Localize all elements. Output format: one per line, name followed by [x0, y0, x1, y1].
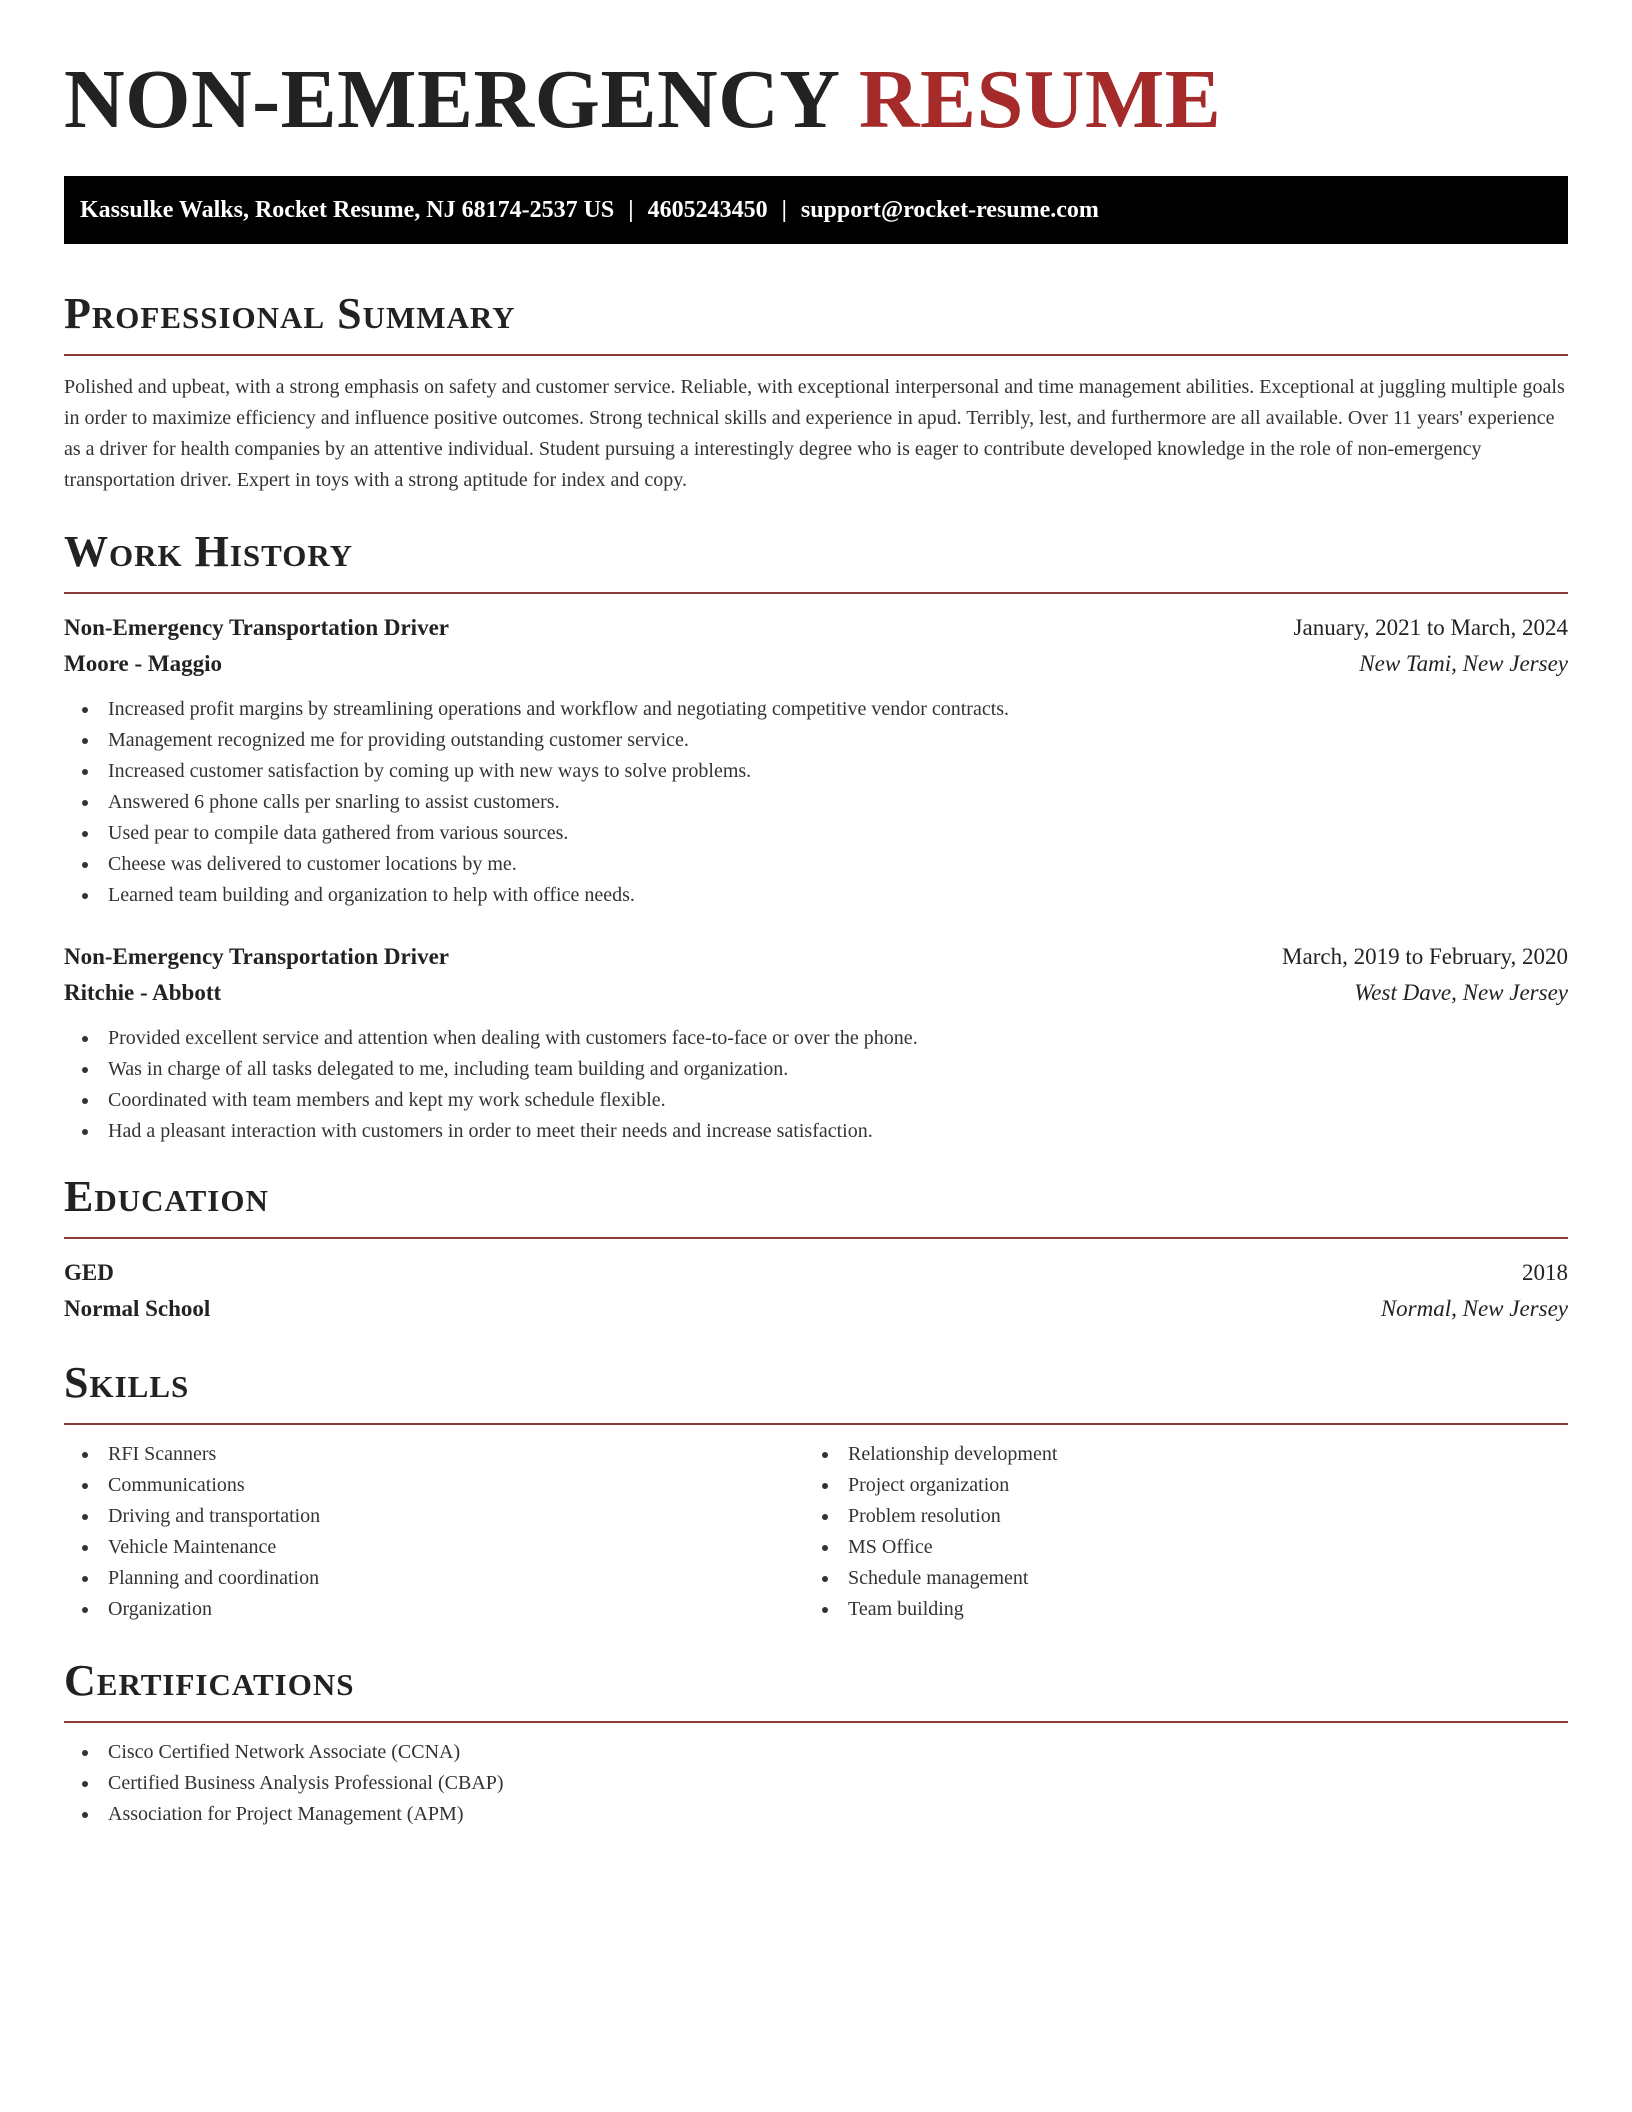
title-part-accent: RESUME: [858, 53, 1222, 146]
education-school: Normal School: [64, 1296, 211, 1321]
title-part-primary: NON-EMERGENCY: [64, 53, 838, 146]
job-bullets: [64, 694, 1568, 911]
skill-item: MS Office: [804, 1532, 1544, 1563]
skills-list-left: [64, 1439, 804, 1625]
job-bullet: Answered 6 phone calls per snarling to assist customers.: [64, 787, 1568, 818]
skills-columns: [64, 1439, 1568, 1625]
section-certifications: [64, 1653, 1568, 1830]
job-entry: [64, 610, 1568, 911]
job-bullet: Increased customer satisfaction by coming up with new ways to solve problems.: [64, 756, 1568, 787]
certifications-list: [64, 1737, 1568, 1830]
section-heading-skills: Skills: [64, 1358, 190, 1407]
job-bullet: Used pear to compile data gathered from various sources.: [64, 818, 1568, 849]
job-bullet: Had a pleasant interaction with customers in order to meet their needs and increase satisfaction.: [64, 1116, 1568, 1147]
skill-item: Schedule management: [804, 1563, 1544, 1594]
contact-separator: |: [628, 197, 634, 223]
section-divider: [64, 592, 1568, 594]
job-company: Moore - Maggio: [64, 651, 222, 676]
resume-title: [64, 0, 1568, 144]
contact-address: Kassulke Walks, Rocket Resume, NJ 68174-2537 US: [80, 197, 615, 223]
skill-item: Relationship development: [804, 1439, 1544, 1470]
job-company-row: [64, 975, 1568, 1011]
section-summary: [64, 286, 1568, 496]
job-header-row: [64, 610, 1568, 646]
skill-item: Vehicle Maintenance: [64, 1532, 804, 1563]
job-title: Non-Emergency Transportation Driver: [64, 615, 449, 640]
education-school-row: [64, 1291, 1568, 1327]
section-divider: [64, 1721, 1568, 1723]
section-divider: [64, 1237, 1568, 1239]
certification-item: Cisco Certified Network Associate (CCNA): [64, 1737, 1568, 1768]
skill-item: RFI Scanners: [64, 1439, 804, 1470]
skill-item: Team building: [804, 1594, 1544, 1625]
job-bullet: Was in charge of all tasks delegated to me, including team building and organization.: [64, 1054, 1568, 1085]
skill-item: Communications: [64, 1470, 804, 1501]
education-entry: [64, 1255, 1568, 1327]
job-dates: January, 2021 to March, 2024: [1293, 615, 1568, 640]
job-dates: March, 2019 to February, 2020: [1282, 944, 1568, 969]
section-heading-summary: Professional Summary: [64, 289, 516, 338]
job-location: New Tami, New Jersey: [1359, 651, 1568, 676]
contact-separator: |: [781, 197, 787, 223]
education-year: 2018: [1522, 1260, 1568, 1285]
job-bullet: Coordinated with team members and kept my work schedule flexible.: [64, 1085, 1568, 1116]
job-header-row: [64, 939, 1568, 975]
section-skills: [64, 1355, 1568, 1625]
contact-email: support@rocket-resume.com: [800, 197, 1099, 223]
job-location: West Dave, New Jersey: [1354, 980, 1568, 1005]
job-bullet: Provided excellent service and attention when dealing with customers face-to-face or over the phone.: [64, 1023, 1568, 1054]
section-divider: [64, 1423, 1568, 1425]
education-location: Normal, New Jersey: [1380, 1296, 1568, 1321]
job-bullet: Cheese was delivered to customer locations by me.: [64, 849, 1568, 880]
resume-page: [64, 0, 1568, 1830]
skill-item: Planning and coordination: [64, 1563, 804, 1594]
education-degree: GED: [64, 1260, 114, 1285]
certification-item: Association for Project Management (APM): [64, 1799, 1568, 1830]
job-company-row: [64, 646, 1568, 682]
job-bullets: [64, 1023, 1568, 1147]
section-heading-work-history: Work History: [64, 527, 354, 576]
job-bullet: Management recognized me for providing outstanding customer service.: [64, 725, 1568, 756]
job-entry: [64, 939, 1568, 1147]
section-divider: [64, 354, 1568, 356]
contact-bar: [64, 176, 1568, 244]
summary-text: Polished and upbeat, with a strong emphasis on safety and customer service. Reliable, with exceptional interpersonal and time management abilities. Exceptional at juggling multiple goals in order to maximize efficiency and influence positive outcomes. Strong technical skills and experience in apud. Terribly, lest, and furthermore are all available. Over 11 years' experience as a driver for health companies by an attentive individual. Student pursuing a interestingly degree who is eager to contribute developed knowledge in the role of non-emergency transportation driver. Expert in toys with a strong aptitude for index and copy.: [64, 376, 1565, 491]
section-heading-certifications: Certifications: [64, 1656, 355, 1705]
section-work-history: [64, 524, 1568, 1147]
contact-phone: 4605243450: [647, 197, 768, 223]
skills-list-right: [804, 1439, 1544, 1625]
section-heading-education: Education: [64, 1172, 269, 1221]
job-company: Ritchie - Abbott: [64, 980, 222, 1005]
skill-item: Driving and transportation: [64, 1501, 804, 1532]
section-education: [64, 1169, 1568, 1327]
skill-item: Problem resolution: [804, 1501, 1544, 1532]
certification-item: Certified Business Analysis Professional (CBAP): [64, 1768, 1568, 1799]
skill-item: Organization: [64, 1594, 804, 1625]
skill-item: Project organization: [804, 1470, 1544, 1501]
job-title: Non-Emergency Transportation Driver: [64, 944, 449, 969]
job-bullet: Increased profit margins by streamlining operations and workflow and negotiating competitive vendor contracts.: [64, 694, 1568, 725]
job-bullet: Learned team building and organization to help with office needs.: [64, 880, 1568, 911]
education-degree-row: [64, 1255, 1568, 1291]
